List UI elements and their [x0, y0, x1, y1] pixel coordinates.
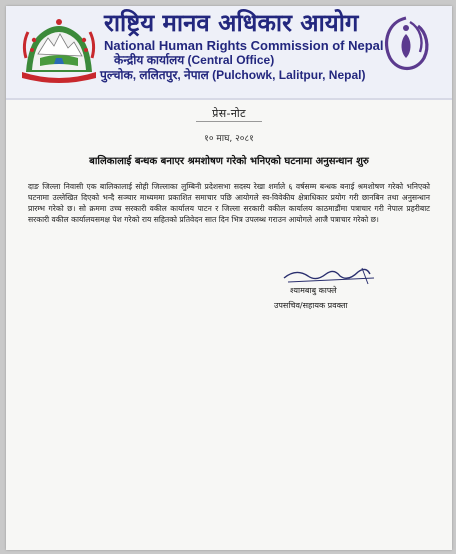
signer-name: श्यामबाबु काफ्ले — [290, 286, 337, 295]
address-line: पुल्चोक, ललितपुर, नेपाल (Pulchowk, Lalitpur, Nepal) — [100, 68, 366, 82]
office-line: केन्द्रीय कार्यालय (Central Office) — [114, 53, 275, 67]
letterhead-text — [100, 8, 404, 83]
document-type-label: प्रेस-नोट — [212, 107, 246, 120]
letterhead — [6, 6, 452, 98]
document-type-underline — [196, 121, 262, 122]
nhrc-logo-icon — [376, 12, 436, 80]
document-date: १० माघ, २०८१ — [204, 134, 254, 144]
press-note-page — [6, 6, 452, 550]
org-name-english: National Human Rights Commission of Nepal — [104, 38, 384, 53]
org-name-nepali: राष्ट्रिय मानव अधिकार आयोग — [104, 8, 359, 37]
press-note-headline: बालिकालाई बन्धक बनाएर श्रमशोषण गरेको भनिएको घटनामा अनुसन्धान शुरु — [89, 156, 369, 167]
signer-title: उपसचिव/सहायक प्रवक्ता — [274, 301, 348, 310]
press-note-body: दाङ जिल्ला निवासी एक बालिकालाई सोही जिल्लाका लुम्बिनी प्रदेशसभा सदस्य रेखा शर्माले ६ वर्षसम्म बन्धक बनाई श्रमशोषण गरेको भनिएको घटनामा उल्लेखित दिएको भन्दै सञ्चार माध्यममा प्रकाशित समाचार पछि आयोगले स्व-विवेकीय क्षेत्राधिकार प्रयोग गरी छानबिन तथा अनुसन्धान प्रारम्भ गरेको छ। सो क्रममा उच्च सरकारी वकील कार्यालय पाटन र जिल्ला सरकारी वकील कार्यालय काठमाडौंमा पत्राचार गरी नेपाल प्रहरीबाट सरकारी वकील कार्यालयसमक्ष पेश गरेको राय सहितको प्रतिवेदन सात दिन भित्र उपलब्ध गराउन आयोगले आजै पत्राचार गरेको छ। — [28, 182, 430, 224]
letterhead-divider — [6, 98, 452, 100]
nepal-emblem-icon — [18, 14, 100, 84]
